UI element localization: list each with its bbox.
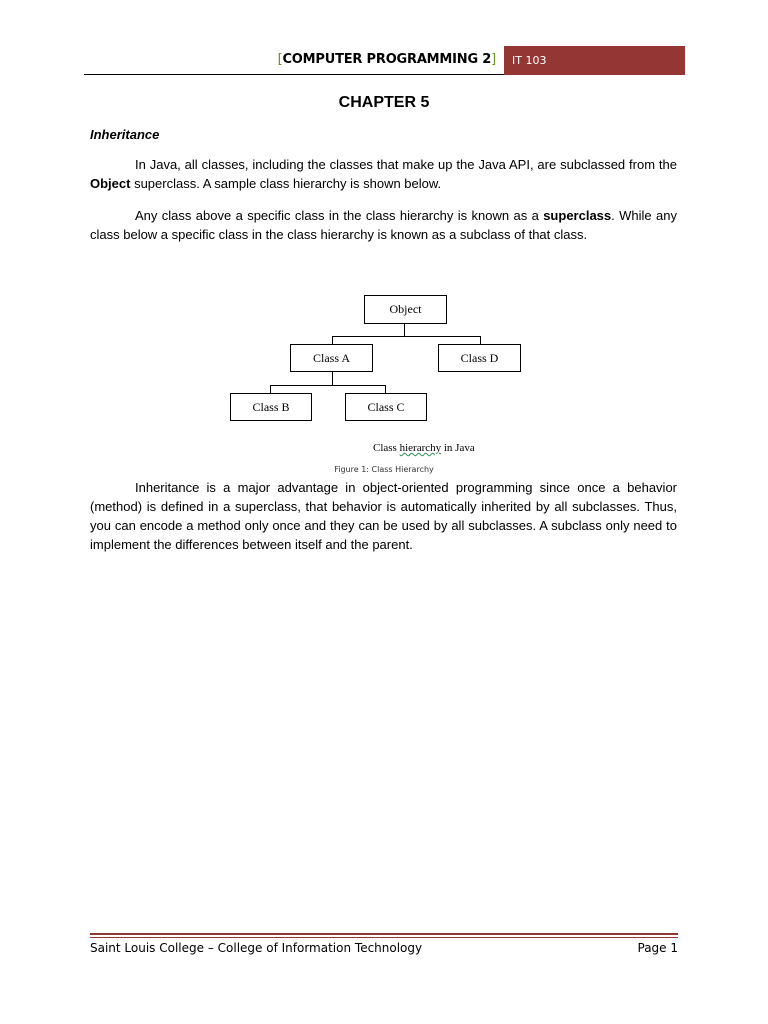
footer-institution: Saint Louis College – College of Information Technology <box>90 941 423 955</box>
node-class-d: Class D <box>438 344 521 372</box>
figure-caption: Figure 1: Class Hierarchy <box>334 465 434 474</box>
diagram-caption <box>373 442 475 454</box>
diagram-caption-word3: in Java <box>443 442 475 454</box>
paragraph-1-text: In Java, all classes, including the classes that make up the Java API, are subclassed from the <box>135 157 677 172</box>
paragraph-1-bold: Object <box>90 176 131 191</box>
header-title <box>278 52 496 67</box>
paragraph-1-text-end: superclass. A sample class hierarchy is shown below. <box>130 176 442 191</box>
class-hierarchy-diagram <box>220 285 540 460</box>
paragraph-2 <box>90 206 677 244</box>
paragraph-3-text: Inheritance is a major advantage in object-oriented programming since once a behavior (method) is defined in a superclass, that behavior is automatically inherited by all subclasses. Thus, you can encode a method only once and they can be used by all subclasses. A subclass only need to implement the differences between itself and the parent. <box>90 480 677 552</box>
header-title-text: COMPUTER PROGRAMMING 2 <box>282 52 492 67</box>
paragraph-3 <box>90 478 677 554</box>
diagram-caption-word1: Class <box>373 442 397 454</box>
connector-to-class-d <box>480 336 481 344</box>
connector-class-a-down <box>332 372 333 385</box>
connector-to-class-c <box>385 385 386 393</box>
footer-rule-thin <box>90 937 678 938</box>
node-class-b: Class B <box>230 393 312 421</box>
connector-level1-bar <box>332 336 481 337</box>
section-title: Inheritance <box>90 127 160 142</box>
page-header <box>84 46 685 76</box>
connector-object-down <box>404 323 405 336</box>
footer-rule-thick <box>90 933 678 935</box>
paragraph-2-text-end: . While any class below a specific class in the class hierarchy is known as a subclass of that class. <box>90 208 677 242</box>
node-class-c: Class C <box>345 393 427 421</box>
header-bracket-open: [ <box>277 52 283 67</box>
connector-to-class-b <box>270 385 271 393</box>
footer-page-number: Page 1 <box>637 941 678 955</box>
header-bracket-close: ] <box>491 52 496 67</box>
paragraph-1 <box>90 155 677 193</box>
node-object: Object <box>364 295 447 324</box>
course-code-badge: IT 103 <box>504 46 685 75</box>
connector-to-class-a <box>332 336 333 344</box>
paragraph-2-bold: superclass <box>543 208 612 223</box>
header-rule <box>84 74 504 75</box>
diagram-caption-word2: hierarchy <box>399 442 442 454</box>
node-class-a: Class A <box>290 344 373 372</box>
chapter-heading: CHAPTER 5 <box>338 94 430 111</box>
connector-level2-bar <box>270 385 386 386</box>
paragraph-2-text: Any class above a specific class in the class hierarchy is known as a <box>135 208 544 223</box>
